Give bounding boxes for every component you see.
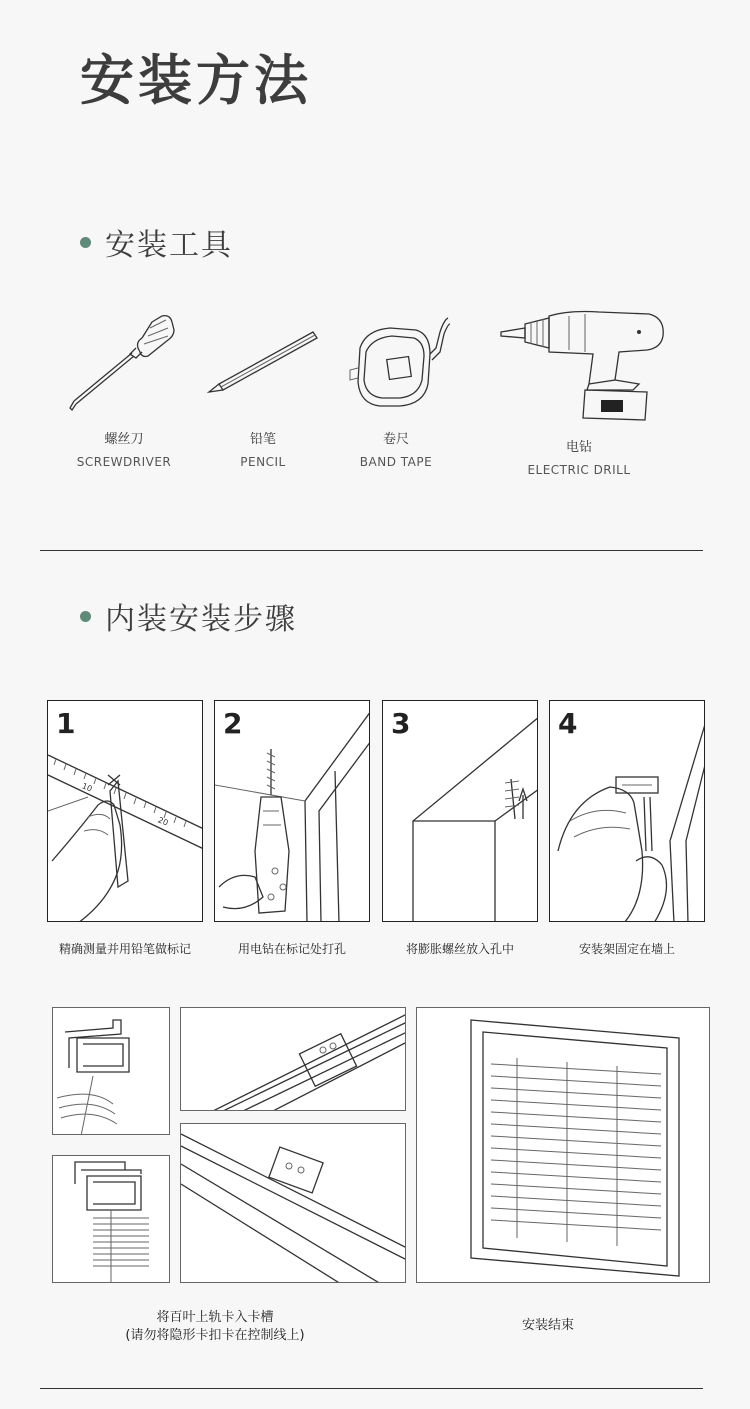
tools-heading-text: 安装工具 [105, 228, 233, 263]
step-2-illustration [214, 700, 370, 922]
rail-clip-icon [53, 1008, 170, 1135]
rail-clip-icon [53, 1156, 170, 1283]
bottom-divider [40, 1388, 703, 1389]
bullet-dot-icon [80, 237, 91, 248]
steps-section-heading [80, 594, 297, 638]
installed-blinds-view [416, 1007, 710, 1283]
tool-tape-measure [306, 308, 486, 469]
tool-label-en: SCREWDRIVER [76, 455, 172, 469]
steps-heading-text: 内装安装步骤 [105, 602, 297, 637]
step-2-caption: 用电钻在标记处打孔 [237, 942, 346, 956]
tool-label-cn: 卷尺 [382, 432, 409, 447]
tool-label-en: ELECTRIC DRILL [527, 463, 631, 477]
section-divider [40, 550, 703, 551]
tool-label-cn: 螺丝刀 [104, 432, 144, 447]
step-number: 3 [391, 707, 411, 740]
ruler-mark-20: 20 [156, 815, 170, 828]
tool-label-cn: 铅笔 [249, 432, 276, 447]
done-caption: 安装结束 [521, 1318, 574, 1333]
rail-clip-detail-bottom [52, 1155, 170, 1283]
bullet-dot-icon [80, 611, 91, 622]
tools-section-heading [80, 220, 233, 264]
step-4-caption: 安装架固定在墙上 [578, 942, 675, 956]
step-number: 2 [223, 707, 243, 740]
step-number: 1 [56, 707, 76, 740]
top-rail-icon [181, 1008, 406, 1111]
tool-label-en: BAND TAPE [359, 455, 433, 469]
tool-electric-drill [489, 308, 669, 477]
tool-label-cn: 电钻 [565, 440, 592, 455]
top-rail-icon [181, 1124, 406, 1283]
electric-drill-icon [489, 308, 669, 426]
rail-insertion-view-1 [180, 1007, 406, 1111]
pencil-icon [203, 308, 323, 418]
step-number: 4 [558, 707, 578, 740]
rail-caption-line2: (请勿将隐形卡扣卡在控制线上) [125, 1328, 305, 1343]
rail-clip-detail-top [52, 1007, 170, 1135]
step-1-illustration [47, 700, 203, 922]
tape-measure-icon [336, 308, 456, 418]
page-title: 安装方法 [80, 49, 312, 112]
tool-label-en: PENCIL [240, 455, 286, 469]
step-4-illustration [549, 700, 705, 922]
ruler-mark-10: 10 [80, 781, 94, 794]
step-3-caption: 将膨胀螺丝放入孔中 [405, 942, 514, 956]
step-1-caption: 精确测量并用铅笔做标记 [58, 942, 191, 956]
step-3-illustration [382, 700, 538, 922]
screwdriver-icon [64, 308, 184, 418]
rail-caption-line1: 将百叶上轨卡入卡槽 [156, 1310, 274, 1325]
rail-insertion-view-2 [180, 1123, 406, 1283]
finished-blinds-icon [417, 1008, 710, 1283]
